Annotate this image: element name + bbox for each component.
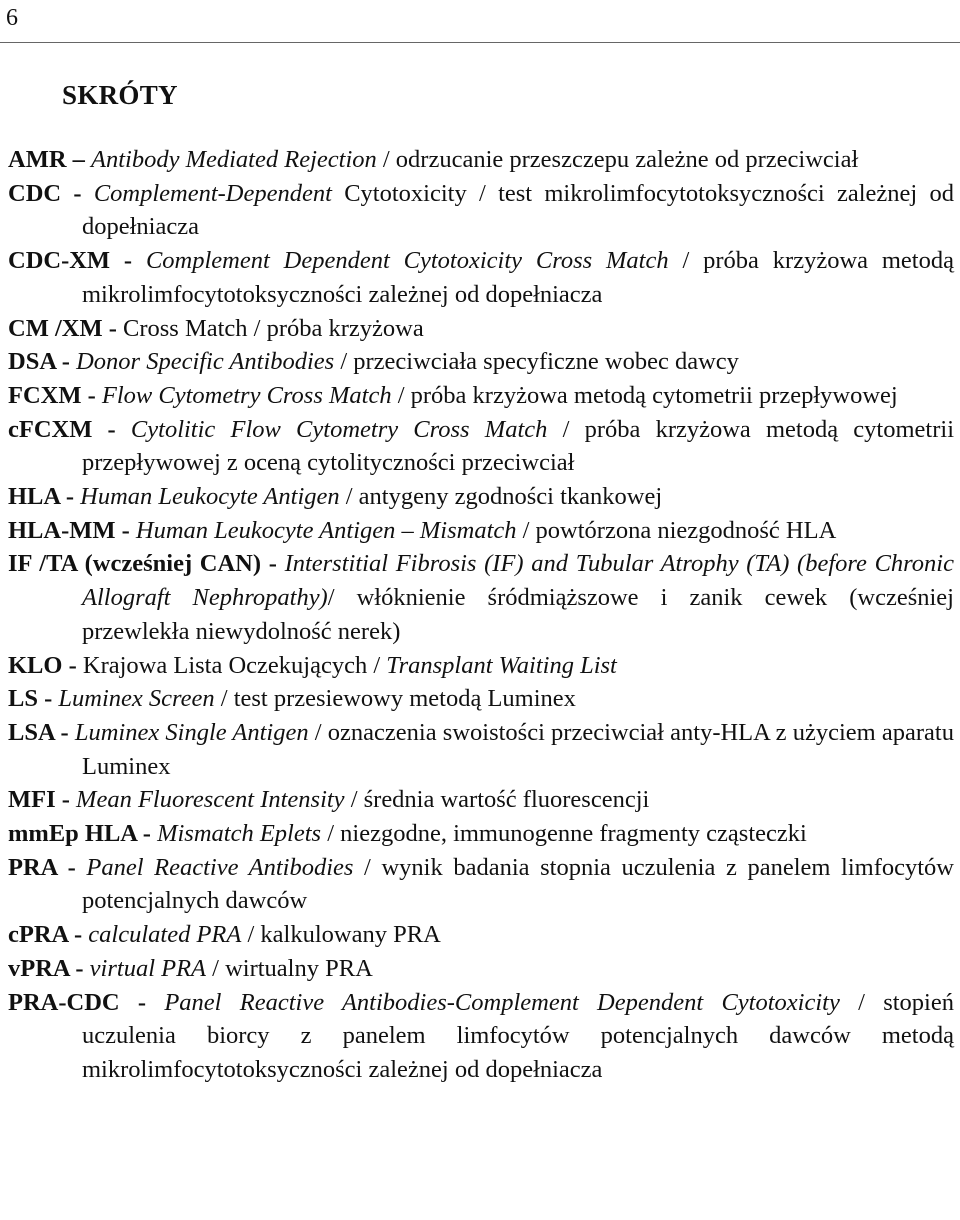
abbreviation-list <box>8 143 954 1087</box>
abbreviation-entry <box>8 547 954 648</box>
english-term: Complement-Dependent <box>93 179 332 207</box>
polish-term: / powtórzona niezgodność HLA <box>516 516 837 544</box>
polish-term: / wynik badania stopnia uczulenia z panelem limfocytów potencjalnych dawców <box>82 853 954 915</box>
abbreviation: HLA <box>8 483 60 511</box>
abbreviation: mmEp HLA <box>8 820 137 848</box>
abbreviation: PRA <box>8 853 57 881</box>
abbreviation-entry <box>8 682 954 716</box>
english-term: Human Leukocyte Antigen <box>80 483 340 511</box>
abbreviation-entry <box>8 952 954 986</box>
english-term: Human Leukocyte Antigen – Mismatch <box>135 516 517 544</box>
polish-term: / antygeny zgodności tkankowej <box>339 483 663 511</box>
english-term: calculated PRA <box>88 921 242 949</box>
polish-term: / test przesiewowy metodą Luminex <box>214 685 576 713</box>
separator: - <box>119 988 165 1016</box>
english-term: Interstitial Fibrosis (IF) and Tubular Atrophy (TA) (before Chronic Allograft Nephropathy) <box>82 550 954 612</box>
english-term: Antibody Mediated Rejection <box>91 146 377 173</box>
polish-term: / próba krzyżowa metodą cytometrii przepływowej z oceną cytolityczności przeciwciał <box>82 415 954 477</box>
abbreviation-entry <box>8 379 954 413</box>
abbreviation-entry <box>8 413 954 480</box>
abbreviation: AMR <box>8 146 67 173</box>
abbreviation: CM /XM <box>8 314 103 342</box>
english-term: Panel Reactive Antibodies-Complement Dependent Cytotoxicity <box>164 988 840 1016</box>
abbreviation-entry <box>8 851 954 918</box>
polish-term: / próba krzyżowa metodą cytometrii przepływowej <box>391 381 898 409</box>
separator: - <box>61 179 94 207</box>
english-term: Complement Dependent Cytotoxicity Cross Match <box>145 247 669 275</box>
separator: - <box>115 516 136 544</box>
abbreviation-entry <box>8 244 954 311</box>
separator: - <box>55 348 77 376</box>
separator: - <box>102 314 123 342</box>
abbreviation: MFI <box>8 786 56 814</box>
separator: - <box>55 786 77 814</box>
abbreviation-entry <box>8 480 954 514</box>
abbreviation: FCXM <box>8 381 82 409</box>
polish-term: Cytotoxicity / test mikrolimfocytotoksyczności zależnej od dopełniacza <box>82 179 954 241</box>
abbreviation: CDC-XM <box>8 247 111 275</box>
english-term: Mean Fluorescent Intensity <box>76 786 345 814</box>
separator: - <box>261 550 285 578</box>
polish-term: / średnia wartość fluorescencji <box>344 786 650 814</box>
polish-term: Krajowa Lista Oczekujących / <box>82 651 387 679</box>
abbreviation-entry <box>8 143 954 177</box>
abbreviation-entry <box>8 649 954 683</box>
abbreviation-entry <box>8 817 954 851</box>
polish-term: / odrzucanie przeszczepu zależne od przeciwciał <box>376 146 859 173</box>
separator: - <box>92 415 131 443</box>
polish-term: / przeciwciała specyficzne wobec dawcy <box>334 348 739 376</box>
abbreviation-entry <box>8 177 954 244</box>
separator: - <box>110 247 146 275</box>
english-term: virtual PRA <box>89 954 207 982</box>
separator: - <box>57 853 87 881</box>
section-title: SKRÓTY <box>62 80 178 110</box>
abbreviation-entry <box>8 312 954 346</box>
abbreviation: DSA <box>8 348 56 376</box>
polish-term: / włóknienie śródmiąższowe i zanik cewek (wcześniej przewlekła niewydolność nerek) <box>82 584 954 645</box>
abbreviation: KLO <box>8 651 63 679</box>
header-rule <box>0 42 960 43</box>
abbreviation-entry <box>8 986 954 1087</box>
abbreviation-entry <box>8 783 954 817</box>
english-term: Mismatch Eplets <box>157 820 322 848</box>
separator: - <box>37 685 59 713</box>
abbreviation-entry <box>8 345 954 379</box>
abbreviation: vPRA <box>8 954 70 982</box>
abbreviation-entry <box>8 716 954 783</box>
abbreviation: CDC <box>8 179 62 207</box>
polish-term: / wirtualny PRA <box>206 954 373 982</box>
english-term: Transplant Waiting List <box>386 651 617 679</box>
abbreviation: cFCXM <box>8 415 93 443</box>
abbreviation-entry <box>8 918 954 952</box>
separator: - <box>67 921 89 949</box>
polish-term: / niezgodne, immunogenne fragmenty cząsteczki <box>321 820 807 848</box>
abbreviation: cPRA <box>8 921 68 949</box>
english-term: Flow Cytometry Cross Match <box>101 381 392 409</box>
separator: - <box>62 651 83 679</box>
abbreviation: PRA-CDC <box>8 988 120 1016</box>
separator: - <box>54 718 75 746</box>
abbreviation: LSA <box>8 718 55 746</box>
separator: - <box>69 954 90 982</box>
polish-term: / oznaczenia swoistości przeciwciał anty-HLA z użyciem aparatu Luminex <box>82 718 954 780</box>
abbreviation-entry <box>8 514 954 548</box>
polish-term: / stopień uczulenia biorcy z panelem limfocytów potencjalnych dawców metodą mikrolimfocytotoksyczności zależnej od dopełniacza <box>82 988 954 1083</box>
polish-term: / kalkulowany PRA <box>241 921 441 949</box>
abbreviation: HLA-MM <box>8 516 116 544</box>
separator: - <box>136 820 158 848</box>
abbreviation: IF /TA (wcześniej CAN) <box>8 550 262 578</box>
separator: - <box>59 483 81 511</box>
separator: - <box>81 381 102 409</box>
english-term: Donor Specific Antibodies <box>76 348 335 376</box>
english-term: Panel Reactive Antibodies <box>86 853 354 881</box>
polish-term: Cross Match / próba krzyżowa <box>123 314 424 342</box>
english-term: Luminex Single Antigen <box>74 718 309 746</box>
english-term: Cytolitic Flow Cytometry Cross Match <box>130 415 548 443</box>
polish-term: / próba krzyżowa metodą mikrolimfocytotoksyczności zależnej od dopełniacza <box>82 247 954 308</box>
abbreviation: LS <box>8 685 38 713</box>
english-term: Luminex Screen <box>58 685 215 713</box>
page-number: 6 <box>6 5 18 31</box>
separator: – <box>66 146 92 173</box>
